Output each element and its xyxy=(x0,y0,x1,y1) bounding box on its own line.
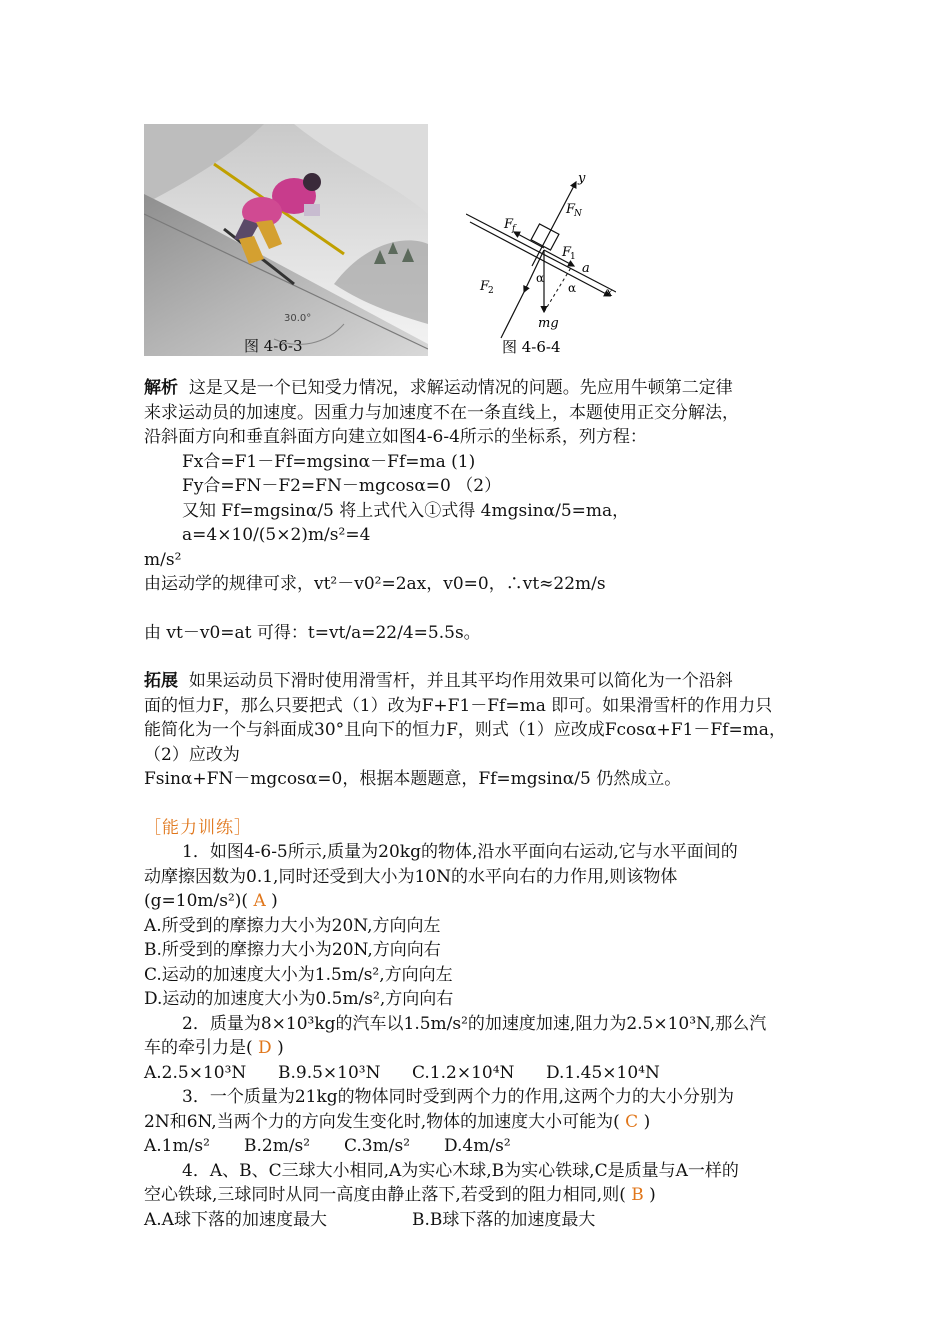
q3-close: ) xyxy=(643,1111,651,1132)
q1-line1: 1．如图4-6-5所示,质量为20kg的物体,沿水平面向右运动,它与水平面间的 xyxy=(182,842,738,862)
q2-option-a: A.2.5×10³N xyxy=(144,1062,247,1083)
q1-close: ) xyxy=(271,891,278,911)
equation-3-cont: m/s² xyxy=(144,549,182,570)
q1-option-b: B.所受到的摩擦力大小为20N,方向向右 xyxy=(144,940,441,960)
q1-line3 xyxy=(144,889,814,914)
q3-stem-end: 2N和6N,当两个力的方向发生变化时,物体的加速度大小可能为( xyxy=(144,1111,620,1132)
q4-answer: B xyxy=(631,1185,644,1205)
label-fn: F xyxy=(566,202,576,217)
analysis-label: 解析 xyxy=(144,378,178,398)
extension-line5: Fsinα+FN－mgcosα=0，根据本题题意，Ff=mgsinα/5 仍然成立。 xyxy=(144,769,682,789)
q3-line1: 3．一个质量为21kg的物体同时受到两个力的作用,这两个力的大小分别为 xyxy=(182,1087,735,1107)
document-page xyxy=(144,120,814,1232)
q3-options xyxy=(144,1134,814,1159)
extension-line1 xyxy=(144,669,814,694)
q3-option-c: C.3m/s² xyxy=(344,1136,411,1156)
figures-row xyxy=(144,120,814,360)
q4-stem-end: 空心铁球,三球同时从同一高度由静止落下,若受到的阻力相同,则( xyxy=(144,1185,626,1205)
label-f1: F xyxy=(562,245,572,260)
q4-option-a: A.A球下落的加速度最大 xyxy=(144,1209,327,1230)
q2-option-c: C.1.2×10⁴N xyxy=(412,1062,515,1083)
q1-stem-end: (g=10m/s²)( xyxy=(144,891,249,911)
fig1-caption: 图 4-6-3 xyxy=(244,337,303,355)
q1-option-d: D.运动的加速度大小为0.5m/s²,方向向右 xyxy=(144,989,454,1009)
label-y: y xyxy=(578,171,586,186)
extension-label: 拓展 xyxy=(144,671,178,691)
q3-line2 xyxy=(144,1110,814,1135)
label-alpha2: α xyxy=(568,281,577,295)
q2-stem-end: 车的牵引力是( xyxy=(144,1038,253,1058)
force-diagram xyxy=(466,170,616,356)
label-fn-sub: N xyxy=(574,209,582,219)
label-a: a xyxy=(582,261,590,276)
extension-line4: （2）应改为 xyxy=(144,744,240,765)
q4-options xyxy=(144,1208,814,1233)
kinematics-2: 由 vt－v0=at 可得：t=vt/a=22/4=5.5s。 xyxy=(144,622,481,643)
angle-label: 30.0° xyxy=(284,313,312,324)
q2-option-d: D.1.45×10⁴N xyxy=(546,1062,660,1083)
label-ff-sub: f xyxy=(512,224,516,234)
q2-answer: D xyxy=(258,1038,272,1058)
analysis-line2: 来求运动员的加速度。因重力与加速度不在一条直线上，本题使用正交分解法， xyxy=(144,402,739,423)
label-ff: F xyxy=(504,217,514,232)
analysis-text1: 这是又是一个已知受力情况，求解运动情况的问题。先应用牛顿第二定律 xyxy=(188,378,733,398)
fig2-caption: 图 4-6-4 xyxy=(502,338,561,356)
training-title: ［能力训练］ xyxy=(144,817,252,838)
q3-answer: C xyxy=(625,1111,639,1132)
q1-option-c: C.运动的加速度大小为1.5m/s²,方向向左 xyxy=(144,964,453,985)
label-x: x xyxy=(606,285,613,299)
label-f1-sub: 1 xyxy=(570,252,576,262)
skier-photo xyxy=(144,124,428,356)
q4-option-b: B.B球下落的加速度最大 xyxy=(412,1209,596,1230)
extension-text1: 如果运动员下滑时使用滑雪杆，并且其平均作用效果可以简化为一个沿斜 xyxy=(188,671,733,691)
q3-option-b: B.2m/s² xyxy=(244,1136,311,1156)
equation-2: Fy合=FN－F2=FN－mgcosα=0 （2） xyxy=(182,476,502,496)
q4-line1: 4．A、B、C三球大小相同,A为实心木球,B为实心铁球,C是质量与A一样的 xyxy=(182,1160,739,1181)
label-alpha1: α xyxy=(536,271,545,285)
label-f2-sub: 2 xyxy=(488,286,494,296)
q1-line2: 动摩擦因数为0.1,同时还受到大小为10N的水平向右的力作用,则该物体 xyxy=(144,866,678,887)
label-mg: mg xyxy=(538,316,559,331)
kinematics-1: 由运动学的规律可求，vt²－v0²=2ax，v0=0，∴vt≈22m/s xyxy=(144,574,606,594)
analysis-line1 xyxy=(144,376,814,401)
q2-options xyxy=(144,1061,814,1086)
equation-3: 又知 Ff=mgsinα/5 将上式代入①式得 4mgsinα/5=ma，a=4×10/(5×2)m/s²=4 xyxy=(182,500,630,545)
q4-line2 xyxy=(144,1183,814,1208)
q1-option-a: A.所受到的摩擦力大小为20N,方向向左 xyxy=(144,915,441,936)
q2-close: ) xyxy=(277,1038,284,1058)
q4-close: ) xyxy=(649,1185,656,1205)
q2-option-b: B.9.5×10³N xyxy=(278,1062,381,1083)
q3-option-d: D.4m/s² xyxy=(444,1136,511,1156)
extension-line3: 能简化为一个与斜面成30°且向下的恒力F，则式（1）应改成Fcosα+F1－Ff=ma， xyxy=(144,720,786,740)
analysis-line3: 沿斜面方向和垂直斜面方向建立如图4-6-4所示的坐标系，列方程： xyxy=(144,427,647,447)
q1-answer: A xyxy=(253,891,266,911)
q2-line1: 2．质量为8×10³kg的汽车以1.5m/s²的加速度加速,阻力为2.5×10³N,那么汽 xyxy=(182,1013,767,1034)
q2-line2 xyxy=(144,1036,814,1061)
q3-option-a: A.1m/s² xyxy=(144,1136,210,1156)
equation-1: Fx合=F1－Ff=mgsinα－Ff=ma (1) xyxy=(182,451,476,472)
extension-line2: 面的恒力F，那么只要把式（1）改为F+F1－Ff=ma 即可。如果滑雪杆的作用力只 xyxy=(144,695,773,716)
label-f2: F xyxy=(480,279,490,294)
